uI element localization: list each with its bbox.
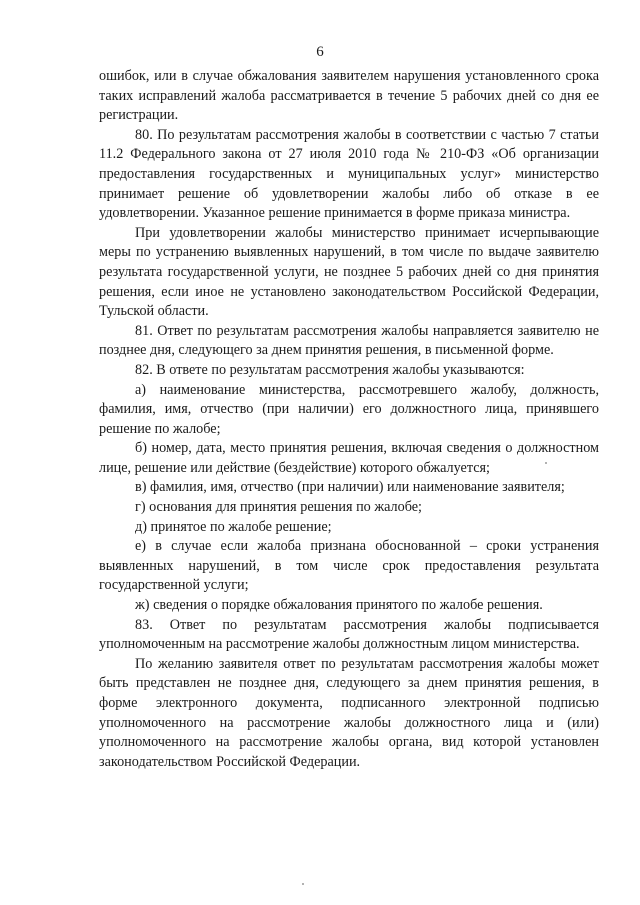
scan-speck: [302, 883, 304, 885]
list-item-g: г) основания для принятия решения по жалобе;: [135, 499, 422, 516]
list-item-a: а) наименование министерства, рассмотревшего жалобу, должность, фамилия, имя, отчество (при наличии) его должностного лица, принявшего решение по жалобе;: [99, 381, 599, 437]
paragraph-83-electronic: По желанию заявителя ответ по результатам рассмотрения жалобы может быть представлен не позднее дня, следующего за днем принятия решения, в форме электронного документа, подписанного электронной подписью уполномоченного на рассмотрение жалобы должностного лица и (или) уполномоченного на рассмотрение жалобы органа, вид которой установлен законодательством Российской Федерации.: [99, 655, 599, 770]
list-item-v: в) фамилия, имя, отчество (при наличии) или наименование заявителя;: [135, 479, 565, 496]
paragraph-81: 81. Ответ по результатам рассмотрения жалобы направляется заявителю не позднее дня, следующего за днем принятия решения, в письменной форме.: [99, 322, 599, 359]
paragraph-80: 80. По результатам рассмотрения жалобы в соответствии с частью 7 статьи 11.2 Федерального закона от 27 июля 2010 года № 210-ФЗ «Об организации предоставления государственных и муниципальных услуг» министерство принимает решение об удовлетворении жалобы либо об отказе в ее удовлетворении. Указанное решение принимается в форме приказа министра.: [99, 126, 599, 222]
paragraph-82: 82. В ответе по результатам рассмотрения жалобы указываются:: [135, 361, 525, 378]
paragraph-80-satisfaction: При удовлетворении жалобы министерство принимает исчерпывающие меры по устранению выявленных нарушений, в том числе по выдаче заявителю результата государственной услуги, не позднее 5 рабочих дней со дня принятия решения, если иное не установлено законодательством Российской Федерации, Тульской области.: [99, 224, 599, 320]
paragraph-83: 83. Ответ по результатам рассмотрения жалобы подписывается уполномоченным на рассмотрение жалобы должностным лицом министерства.: [99, 616, 599, 653]
list-item-d: д) принятое по жалобе решение;: [135, 518, 332, 535]
scan-speck: [545, 462, 547, 464]
list-item-b: б) номер, дата, место принятия решения, включая сведения о должностном лице, решение или действие (бездействие) которого обжалуется;: [99, 440, 599, 476]
document-body: [99, 67, 599, 772]
paragraph-continuation: ошибок, или в случае обжалования заявителем нарушения установленного срока таких исправлений жалоба рассматривается в течение 5 рабочих дней со дня ее регистрации.: [99, 68, 599, 124]
page-number: 6: [316, 44, 324, 60]
list-item-e: е) в случае если жалоба признана обоснованной – сроки устранения выявленных нарушений, в том числе срок предоставления результата государственной услуги;: [99, 538, 599, 594]
list-item-zh: ж) сведения о порядке обжалования принятого по жалобе решения.: [135, 597, 543, 614]
